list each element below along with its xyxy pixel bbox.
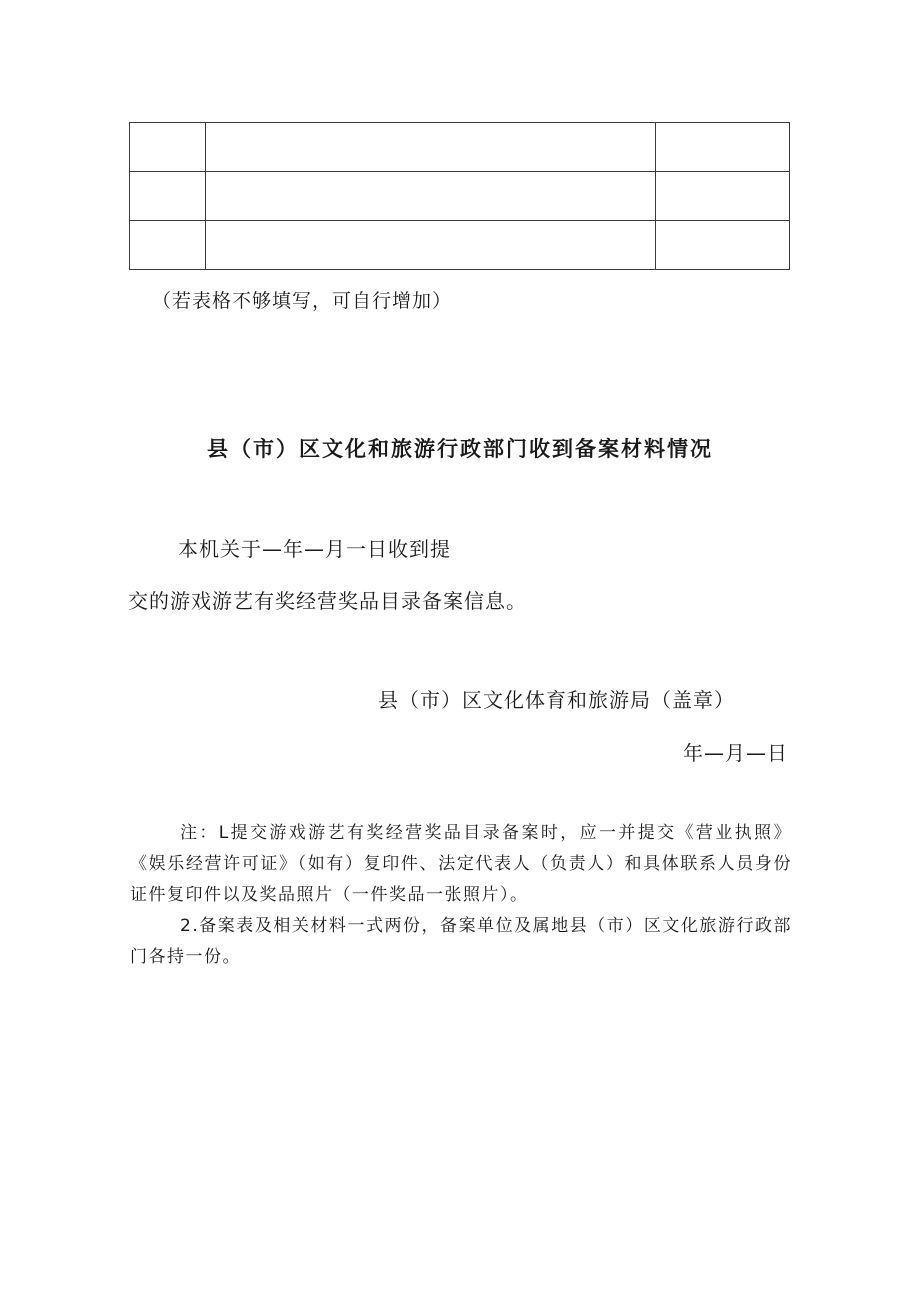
table-cell — [206, 221, 656, 270]
table-cell — [130, 123, 206, 172]
filing-table — [129, 122, 790, 270]
section-title: 县（市）区文化和旅游行政部门收到备案材料情况 — [207, 437, 713, 461]
table-cell — [206, 172, 656, 221]
table-row — [130, 123, 790, 172]
receipt-text-line1: 本机关于—年—月一日收到提 — [178, 537, 451, 561]
note-item-1: 注：L提交游戏游艺有奖经营奖品目录备案时，应一并提交《营业执照》《娱乐经营许可证》（如有）复印件、法定代表人（负责人）和具体联系人员身份证件复印件以及奖品照片（一件奖品一张照片）。 — [130, 823, 792, 905]
table-cell — [130, 172, 206, 221]
issuer-signature-line: 县（市）区文化体育和旅游局（盖章） — [378, 688, 735, 712]
table-row — [130, 221, 790, 270]
table-cell — [656, 221, 790, 270]
receipt-text-line2: 交的游戏游艺有奖经营奖品目录备案信息。 — [128, 589, 527, 613]
notes-section — [130, 818, 792, 973]
note-item-2: 2.备案表及相关材料一式两份，备案单位及属地县（市）区文化旅游行政部门各持一份。 — [130, 916, 792, 967]
table-cell — [656, 172, 790, 221]
table-cell — [130, 221, 206, 270]
date-line: 年—月—日 — [683, 741, 788, 765]
table-cell — [656, 123, 790, 172]
table-cell — [206, 123, 656, 172]
table-row — [130, 172, 790, 221]
table-note: （若表格不够填写，可自行增加） — [152, 290, 453, 312]
